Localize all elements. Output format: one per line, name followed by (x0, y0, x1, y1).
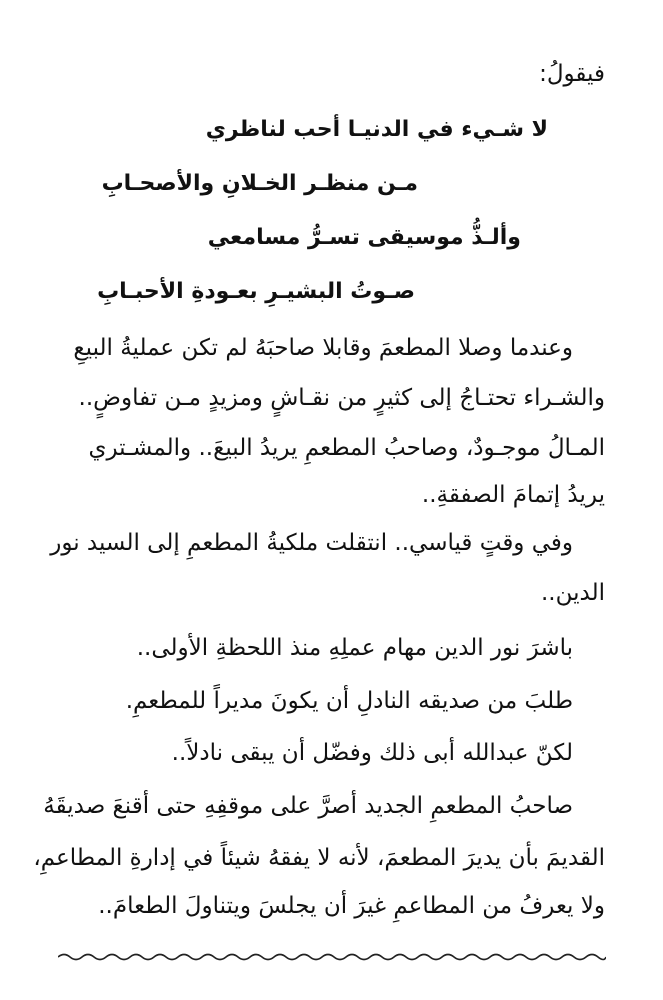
poem-verse-3: وألـذُّ موسيقى تسـرُّ مسامعي (207, 225, 521, 250)
paragraph-1-line-1: وعندما وصلا المطعمَ وقابلا صاحبَهُ لم تكن عمليةُ البيعِ (73, 335, 573, 361)
paragraph-1-line-2: والشـراء تحتـاجُ إلى كثيرٍ من نقـاشٍ ومزيدٍ مـن تفاوضٍ.. (78, 385, 605, 411)
paragraph-2-line-1: وفي وقتٍ قياسي.. انتقلت ملكيةُ المطعمِ إلى السيد نور (50, 530, 573, 556)
intro-text: فيقولُ: (539, 61, 605, 87)
poem-verse-2: مـن منظـر الخـلانِ والأصحـابِ (101, 171, 418, 196)
paragraph-1-line-4: يريدُ إتمامَ الصفقةِ.. (421, 482, 605, 508)
paragraph-1-line-3: المـالُ موجـودٌ، وصاحبُ المطعمِ يريدُ البيعَ.. والمشـتري (88, 435, 605, 461)
paragraph-3-line-1: باشرَ نور الدين مهام عملِهِ منذ اللحظةِ الأولى.. (136, 635, 573, 661)
paragraph-2-line-2: الدين.. (540, 580, 605, 606)
paragraph-3-line-2: طلبَ من صديقه النادلِ أن يكونَ مديراً للمطعمِ. (125, 688, 573, 714)
wavy-divider (58, 950, 606, 964)
paragraph-3-line-3: لكنّ عبدالله أبى ذلك وفضّل أن يبقى نادلاً.. (171, 740, 573, 766)
paragraph-4-line-1: صاحبُ المطعمِ الجديد أصرَّ على موقفِهِ حتى أقنعَ صديقَهُ (43, 793, 573, 819)
paragraph-4-line-2: القديمَ بأن يديرَ المطعمَ، لأنه لا يفقهُ شيئاً في إدارةِ المطاعمِ، (33, 845, 605, 871)
paragraph-4-line-3: ولا يعرفُ من المطاعمِ غيرَ أن يجلسَ ويتناولَ الطعامَ.. (98, 893, 605, 919)
poem-verse-4: صـوتُ البشيـرِ بعـودةِ الأحبـابِ (97, 279, 415, 304)
poem-verse-1: لا شـيء في الدنيـا أحب لناظري (205, 117, 548, 142)
